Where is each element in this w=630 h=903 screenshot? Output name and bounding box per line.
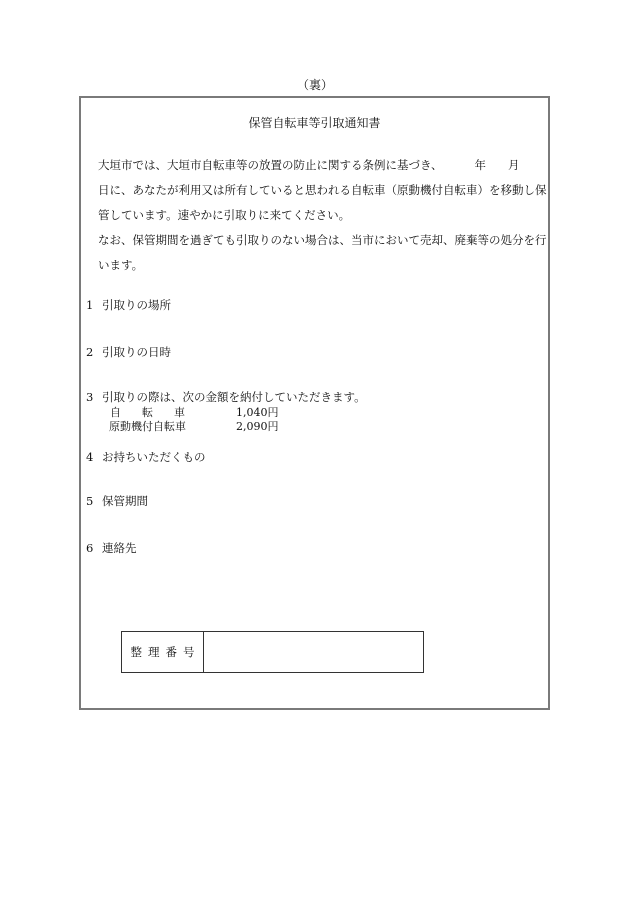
notice-line-1: 大垣市では、大垣市自転車等の放置の防止に関する条例に基づき、	[98, 158, 443, 172]
item-fee-notice	[86, 390, 366, 404]
fee-row-bicycle	[109, 406, 279, 420]
reference-number-field[interactable]	[204, 632, 423, 672]
fee-row-moped	[109, 420, 279, 434]
item-storage-period	[86, 494, 148, 508]
reference-number-box	[121, 631, 424, 673]
item-number: 1	[86, 298, 94, 312]
reference-number-label: 整理番号	[122, 632, 204, 672]
notice-paragraph-2: なお、保管期間を過ぎても引取りのない場合は、当市において売却、廃棄等の処分を行います。	[98, 233, 547, 272]
fee-amount: 1,040円	[236, 406, 279, 419]
item-number: 2	[86, 345, 94, 359]
notice-line-2: に、あなたが利用又は所有していると思われる自転車（原動機付自転車）を移動し保管しています。速やかに引取りに来てください。	[98, 183, 547, 222]
year-label: 年	[474, 158, 487, 172]
day-label: 日	[98, 183, 110, 197]
month-label: 月	[508, 158, 520, 172]
notice-form	[79, 96, 550, 710]
item-contact	[86, 541, 137, 555]
item-pickup-location	[86, 298, 171, 312]
item-pickup-datetime	[86, 345, 171, 359]
item-items-to-bring	[86, 450, 206, 464]
notice-text	[86, 153, 548, 278]
form-title: 保管自転車等引取通知書	[248, 116, 381, 130]
item-label: 引取りの日時	[102, 345, 171, 359]
fee-label: 原動機付自転車	[109, 420, 186, 433]
fee-amount: 2,090円	[236, 420, 279, 433]
page-side-label: （裏）	[296, 78, 333, 92]
item-number: 3	[86, 390, 94, 404]
item-label: 連絡先	[102, 541, 137, 555]
item-label: お持ちいただくもの	[102, 450, 206, 464]
notice-paragraph-1	[86, 153, 548, 228]
fee-label: 自転車	[110, 406, 206, 419]
item-number: 5	[86, 494, 94, 508]
item-label: 引取りの場所	[102, 298, 171, 312]
item-label: 引取りの際は、次の金額を納付していただきます。	[102, 390, 366, 404]
item-label: 保管期間	[102, 494, 148, 508]
item-number: 4	[86, 450, 94, 464]
fee-table	[109, 406, 279, 434]
item-number: 6	[86, 541, 94, 555]
